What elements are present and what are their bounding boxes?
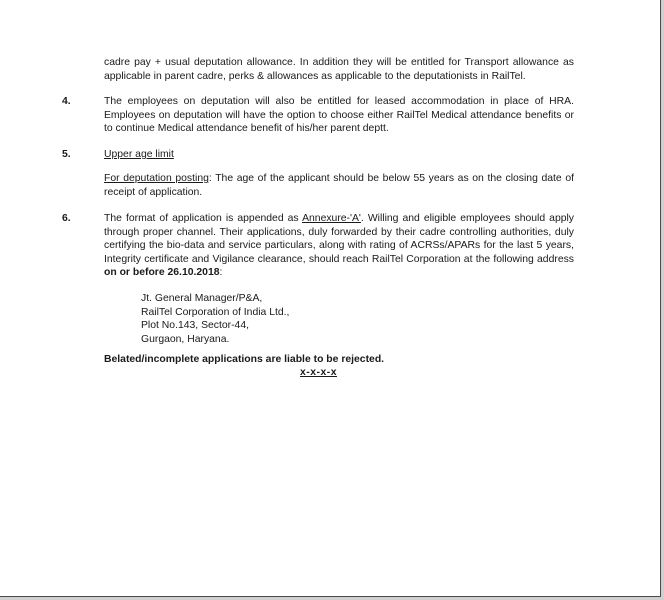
item-6-text-b: . Willing and eligible employees should apply through proper channel. Their applications, duly forwarded by their cadre controlling authorities, duly certifying the bio-data and service particulars, along with rating of ACRSs/APARs for the last 5 years, Integrity certificate and Vigilance clearance, should reach RailTel Corporation at the following address [104, 213, 575, 265]
item-6-number: 6. [62, 213, 71, 224]
deputation-posting-text: : The age of the applicant should be below 55 years as on the closing date of receipt of application. [104, 173, 574, 198]
item-5-heading [104, 148, 574, 162]
item-5-number: 5. [62, 149, 71, 160]
item-6-paragraph [104, 212, 574, 280]
application-deadline: on or before 26.10.2018 [104, 267, 220, 278]
upper-age-limit-heading: Upper age limit [104, 149, 174, 160]
continuation-paragraph: cadre pay + usual deputation allowance. In addition they will be entitled for Transport allowance as applicable in parent cadre, perks & allowances as applicable to the deputationists in RailTel. [104, 57, 574, 82]
mailing-address [141, 292, 441, 347]
address-line-3: Plot No.143, Sector-44, [141, 320, 250, 332]
item-5-paragraph [104, 172, 574, 199]
address-line-1: Jt. General Manager/P&A, [141, 293, 263, 304]
annexure-reference: Annexure-'A' [302, 213, 361, 224]
item-6-text-c: : [219, 267, 223, 278]
address-line-2: RailTel Corporation of India Ltd., [141, 306, 290, 318]
item-4-paragraph: The employees on deputation will also be entitled for leased accommodation in place of HRA. Employees on deputation will have the option to choose either RailTel Medical attendance benefits or to continue Medical attendance benefit of his/her parent deptt. [104, 96, 574, 134]
end-mark: x-x-x-x [300, 367, 337, 378]
address-line-4: Gurgaon, Haryana. [141, 334, 230, 346]
item-6-text-a: The format of application is appended as [104, 213, 303, 224]
rejection-notice: Belated/incomplete applications are liable to be rejected. [104, 354, 385, 365]
item-4-number: 4. [62, 96, 71, 107]
deputation-posting-label: For deputation posting [104, 173, 209, 184]
